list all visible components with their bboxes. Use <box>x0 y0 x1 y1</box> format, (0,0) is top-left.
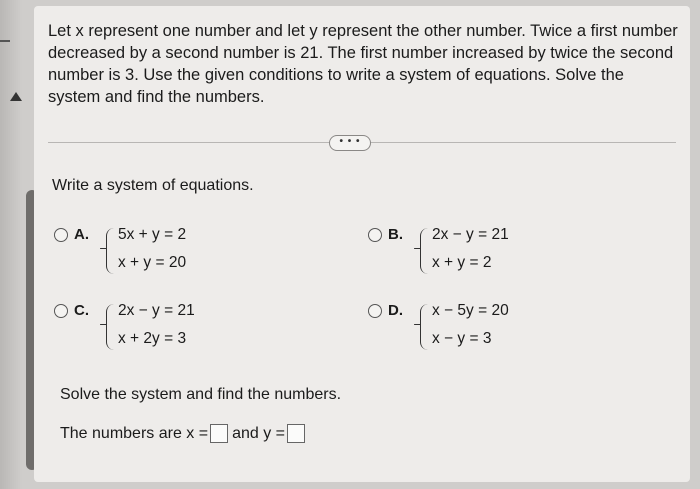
option-letter: C. <box>74 302 89 319</box>
radio-button-c[interactable] <box>54 304 68 318</box>
window-edge <box>0 0 22 489</box>
equation-1: 5x + y = 2 <box>118 226 187 243</box>
equation-2: x + 2y = 3 <box>118 330 187 347</box>
radio-button-a[interactable] <box>54 228 68 242</box>
answer-line <box>60 424 309 443</box>
question-panel <box>34 6 690 482</box>
answer-prefix: The numbers are x = <box>60 424 209 442</box>
brace-icon <box>106 304 115 350</box>
equation-1: 2x − y = 21 <box>432 226 509 243</box>
option-letter: A. <box>74 226 89 243</box>
prompt-text: Write a system of equations. <box>52 177 254 194</box>
brace-icon <box>106 228 115 274</box>
radio-button-d[interactable] <box>368 304 382 318</box>
equation-1: 2x − y = 21 <box>118 302 195 319</box>
scroll-up-arrow-icon[interactable] <box>10 92 22 101</box>
solve-instruction: Solve the system and find the numbers. <box>60 386 342 403</box>
answer-middle: and y = <box>232 424 286 442</box>
brace-icon <box>420 304 429 350</box>
brace-icon <box>420 228 429 274</box>
equation-2: x + y = 2 <box>432 254 492 271</box>
option-letter: D. <box>388 302 403 319</box>
radio-button-b[interactable] <box>368 228 382 242</box>
option-letter: B. <box>388 226 403 243</box>
question-text: Let x represent one number and let y represent the other number. Twice a first number decreased by a second number is 21. The first number increased by twice the second number is 3. Use the given conditions to write a system of equations. Solve the system and find the numbers. <box>48 22 678 106</box>
more-button[interactable]: • • • <box>329 135 371 151</box>
equation-2: x − y = 3 <box>432 330 492 347</box>
equation-1: x − 5y = 20 <box>432 302 509 319</box>
equation-2: x + y = 20 <box>118 254 187 271</box>
x-answer-input[interactable] <box>210 424 228 443</box>
edge-mark <box>0 40 10 42</box>
y-answer-input[interactable] <box>287 424 305 443</box>
